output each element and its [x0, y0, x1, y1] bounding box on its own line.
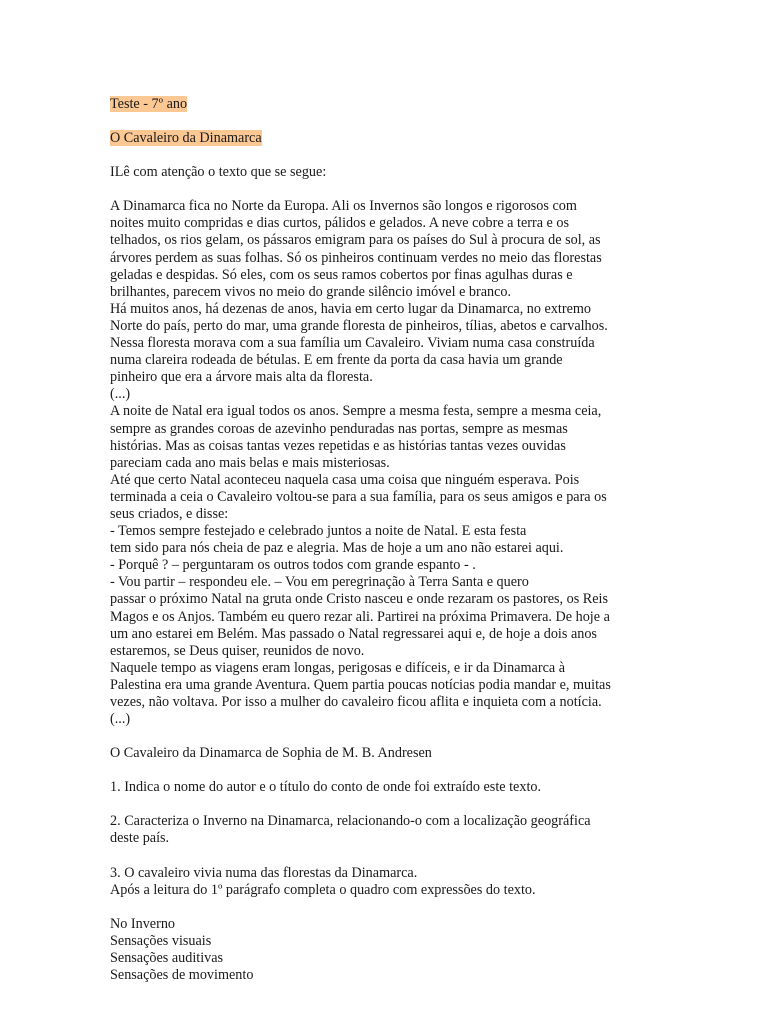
- text-line: (...): [110, 386, 131, 403]
- text-line: vezes, não voltava. Por isso a mulher do cavaleiro ficou aflita e inquieta com a notícia.: [110, 694, 602, 710]
- text-line: A noite de Natal era igual todos os anos. Sempre a mesma festa, sempre a mesma ceia,: [110, 403, 602, 420]
- document-page: [110, 96, 670, 984]
- question-2-line-1: 2. Caracteriza o Inverno na Dinamarca, relacionando-o com a localização geográfica: [110, 813, 591, 830]
- answer-table: [110, 916, 670, 984]
- test-label: Teste - 7º ano: [110, 96, 188, 112]
- text-line: histórias. Mas as coisas tantas vezes repetidas e as histórias tantas vezes ouvidas: [110, 437, 566, 454]
- text-line: sempre as grandes coroas de azevinho penduradas nas portas, sempre as mesmas: [110, 420, 568, 437]
- text-line: (...): [110, 711, 131, 728]
- text-line: pinheiro que era a árvore mais alta da floresta.: [110, 369, 373, 386]
- text-line: tem sido para nós cheia de paz e alegria. Mas de hoje a um ano não estarei aqui.: [110, 540, 564, 557]
- text-line: telhados, os rios gelam, os pássaros emigram para os países do Sul à procura de sol, as: [110, 232, 601, 249]
- text-line: numa clareira rodeada de bétulas. E em frente da porta da casa havia um grande: [110, 352, 563, 369]
- text-line: - Temos sempre festejado e celebrado juntos a noite de Natal. E esta festa: [110, 523, 527, 540]
- text-line: passar o próximo Natal na gruta onde Cristo nasceu e onde rezaram os pastores, os Reis: [110, 591, 608, 608]
- question-3-line-1: 3. O cavaleiro vivia numa das florestas da Dinamarca.: [110, 864, 418, 881]
- text-line: um ano estarei em Belém. Mas passado o Natal regressarei aqui e, de hoje a dois anos: [110, 625, 597, 642]
- question-3-line-2: Após a leitura do 1º parágrafo completa o quadro com expressões do texto.: [110, 881, 536, 898]
- text-line: - Porquê ? – perguntaram os outros todos com grande espanto - .: [110, 557, 476, 574]
- test-label-line: [110, 96, 670, 113]
- source-citation: O Cavaleiro da Dinamarca de Sophia de M. B. Andresen: [110, 745, 432, 762]
- table-row: Sensações visuais: [110, 932, 212, 949]
- text-line: geladas e despidas. Só eles, com os seus ramos cobertos por finas agulhas duras e: [110, 266, 573, 283]
- text-line: A Dinamarca fica no Norte da Europa. Ali os Invernos são longos e rigorosos com: [110, 198, 577, 215]
- text-line: Até que certo Natal aconteceu naquela casa uma coisa que ninguém esperava. Pois: [110, 471, 580, 488]
- question-2-line-2: deste país.: [110, 830, 170, 847]
- text-line: Nessa floresta morava com a sua família um Cavaleiro. Viviam numa casa construída: [110, 335, 595, 352]
- question-1: 1. Indica o nome do autor e o título do conto de onde foi extraído este texto.: [110, 779, 542, 796]
- text-line: brilhantes, parecem vivos no meio do grande silêncio imóvel e branco.: [110, 283, 512, 300]
- text-line: Norte do país, perto do mar, uma grande floresta de pinheiros, tílias, abetos e carvalhos.: [110, 317, 608, 334]
- text-line: estaremos, se Deus quiser, reunidos de novo.: [110, 642, 365, 659]
- text-line: seus criados, e disse:: [110, 505, 229, 522]
- text-line: terminada a ceia o Cavaleiro voltou-se para a sua família, para os seus amigos e para os: [110, 488, 607, 505]
- table-row: Sensações de movimento: [110, 967, 254, 984]
- text-line: - Vou partir – respondeu ele. – Vou em peregrinação à Terra Santa e quero: [110, 574, 529, 591]
- text-line: árvores perdem as suas folhas. Só os pinheiros continuam verdes no meio das florestas: [110, 249, 602, 266]
- table-row: No Inverno: [110, 915, 176, 932]
- intro-instruction: ILê com atenção o texto que se segue:: [110, 164, 327, 181]
- text-line: Palestina era uma grande Aventura. Quem partia poucas notícias podia mandar e, muitas: [110, 676, 611, 693]
- story-title-line: [110, 130, 670, 147]
- story-title: O Cavaleiro da Dinamarca: [110, 130, 262, 147]
- text-line: noites muito compridas e dias curtos, pálidos e gelados. A neve cobre a terra e os: [110, 215, 569, 232]
- table-row: Sensações auditivas: [110, 949, 224, 966]
- text-line: Magos e os Anjos. Também eu quero rezar ali. Partirei na próxima Primavera. De hoje a: [110, 608, 610, 625]
- text-line: Há muitos anos, há dezenas de anos, havia em certo lugar da Dinamarca, no extremo: [110, 300, 592, 317]
- text-line: Naquele tempo as viagens eram longas, perigosas e difíceis, e ir da Dinamarca à: [110, 659, 566, 676]
- text-line: pareciam cada ano mais belas e mais misteriosas.: [110, 454, 390, 471]
- story-text: [110, 198, 670, 728]
